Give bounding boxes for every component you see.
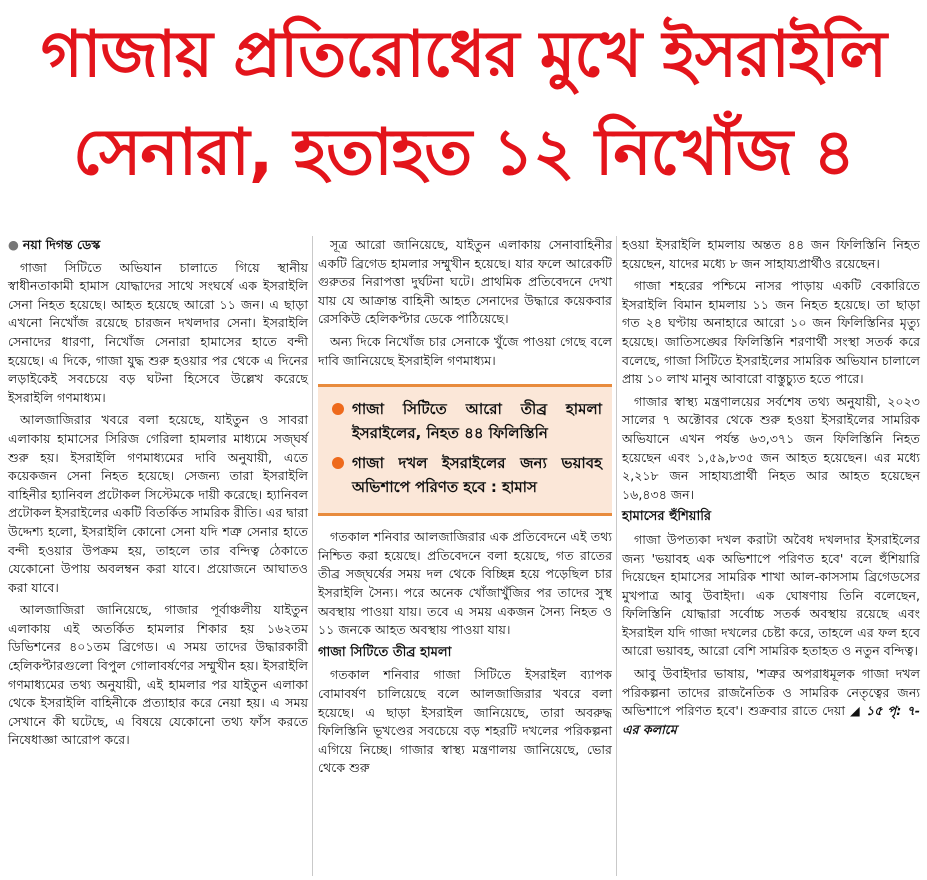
column-3: [622, 236, 920, 743]
column-divider: [312, 236, 313, 876]
paragraph: গাজা সিটিতে অভিযান চালাতে গিয়ে স্থানীয় স্বাধীনতাকামী হামাস যোদ্ধাদের সাথে সংঘর্ষে এক ইসরাইলি সেনা নিহত হয়েছে। আহত হয়েছে আরো ১১ জন। এ ছাড়া এখনো নিখোঁজ রয়েছে চারজন দখলদার সেনা। ইসরাইলি সেনাদের ধারণা, নিখোঁজ সেনারা হামাসের হাতে বন্দী হয়েছে। এ দিকে, গাজা যুদ্ধ শুরু হওয়ার পর থেকে এ দিনের লড়াইকেই সবচেয়ে বড় ঘটনা হিসেবে উল্লেখ করেছে ইসরাইলি গণমাধ্যম।: [8, 259, 308, 405]
column-divider: [616, 236, 617, 876]
paragraph: গতকাল শনিবার গাজা সিটিতে ইসরাইল ব্যাপক বোমাবর্ষণ চালিয়েছে বলে আলজাজিরার খবরে বলা হয়েছে। এ ছাড়া ইসরাইল জানিয়েছে, তারা অবরুদ্ধ ফিলিস্তিনি ভূখণ্ডের সবচেয়ে বড় শহরটি দখলের পরিকল্পনা এগিয়ে নিচ্ছে। গাজার স্বাস্থ্য মন্ত্রণালয় জানিয়েছে, ভোর থেকে শুরু: [318, 667, 612, 776]
headline: [0, 6, 927, 202]
paragraph: আলজাজিরার খবরে বলা হয়েছে, যাইতুন ও সাবরা এলাকায় হামাসের সিরিজ গেরিলা হামলার মাধ্যমে সজ্ঘর্ষ শুরু হয়। ইসরাইলি গণমাধ্যমের দাবি অনুযায়ী, এতে কয়েকজন সেনা নিহত হয়েছে। সেজন্য তারা ইসরাইলি বাহিনীর হ্যানিবল প্রটোকল সিস্টেমকে দায়ী করেছে। হ্যানিবল প্রটোকল ইসরাইলের একটি বিতর্কিত সামরিক রীতি। এর দ্বারা উদ্দেশ্য হলো, ইসরাইলি কোনো সেনা যদি শত্রু সেনার হাতে বন্দী হওয়ার উপক্রম হয়, তাহলে তার বন্দিত্ব ঠেকাতে যেকোনো উপায় অবলম্বন করা যাবে। প্রয়োজনে আঘাতও করা যাবে।: [8, 412, 308, 595]
continuation-note[interactable]: ◢ ১৫ পৃ: ৭-এর কলামে: [622, 703, 921, 737]
paragraph: হওয়া ইসরাইলি হামলায় অন্তত ৪৪ জন ফিলিস্তিনি নিহত হয়েছেন, যাদের মধ্যে ৮ জন সাহায্যপ্রার্থীও রয়েছেন।: [622, 237, 920, 271]
bullet-icon: ●: [8, 237, 19, 252]
byline: ● নয়া দিগন্ত ডেস্ক: [8, 237, 101, 252]
column-2: [318, 236, 612, 782]
subheading: হামাসের হুঁশিয়ারি: [622, 509, 712, 525]
highlight-item: গাজা দখল ইসরাইলের জন্য ভয়াবহ অভিশাপে পরিণত হবে : হামাস: [332, 451, 602, 499]
orange-bullet-icon: [332, 403, 344, 415]
paragraph: গাজার স্বাস্থ্য মন্ত্রণালয়ের সর্বশেষ তথ্য অনুযায়ী, ২০২৩ সালের ৭ অক্টোবর থেকে শুরু হওয়া ইসরাইলের সামরিক অভিযানে এখন পর্যন্ত ৬৩,৩৭১ জন ফিলিস্তিনি নিহত হয়েছেন এবং ১,৫৯,৮৩৫ জন আহত হয়েছেন। এর মধ্যে ২,২১৮ জন সাহায্যপ্রার্থী নিহত আর আহত হয়েছেন ১৬,৪৩৪ জন।: [622, 393, 920, 502]
paragraph: অন্য দিকে নিখোঁজ চার সেনাকে খুঁজে পাওয়া গেছে বলে দাবি জানিয়েছে ইসরাইলি গণমাধ্যম।: [318, 333, 612, 368]
paragraph: গতকাল শনিবার আলজাজিরার এক প্রতিবেদনে এই তথ্য নিশ্চিত করা হয়েছে। প্রতিবেদনে বলা হয়েছে, গত রাতের তীব্র সজ্ঘর্ষের সময় দল থেকে বিচ্ছিন্ন হয়ে পড়েছিল চার ইসরাইলি সৈন্য। পরে অনেক খোঁজাখুঁজির পর তাদের সুস্থ অবস্থায় পাওয়া যায়। তবে এ সময় একজন সৈন্য নিহত ও ১১ জনকে আহত অবস্থায় পাওয়া যায়।: [318, 529, 612, 638]
column-1: [8, 236, 308, 754]
headline-line-1: গাজায় প্রতিরোধের মুখে ইসরাইলি: [40, 18, 887, 92]
paragraph: সূত্র আরো জানিয়েছে, যাইতুন এলাকায় সেনাবাহিনীর একটি ব্রিগেড হামলার সম্মুখীন হয়েছে। যার ফলে আরেকটি গুরুতর নিরাপত্তা দুর্ঘটনা ঘটে। প্রাথমিক প্রতিবেদনে দেখা যায় যে আক্রান্ত বাহিনী আহত সেনাদের উদ্ধারে কয়েকবার রেসকিউ হেলিকপ্টার ডেকে পাঠিয়েছে।: [318, 237, 612, 327]
headline-line-2: সেনারা, হতাহত ১২ নিখোঁজ ৪: [73, 116, 854, 190]
highlight-item: গাজা সিটিতে আরো তীব্র হামলা ইসরাইলের, নিহত ৪৪ ফিলিস্তিনি: [332, 397, 602, 445]
highlight-box: [318, 384, 612, 516]
orange-bullet-icon: [332, 457, 344, 469]
paragraph: আবু উবাইদার ভাষায়, 'শত্রুর অপরাধমূলক গাজা দখল পরিকল্পনা তাদের রাজনৈতিক ও সামরিক নেতৃত্বের জন্য অভিশাপে পরিণত হবে'। শুক্রবার রাতে দেয়া ◢ ১৫ পৃ: ৭-এর কলামে: [622, 666, 921, 737]
paragraph: আলজাজিরা জানিয়েছে, গাজার পূর্বাঞ্চলীয় যাইতুন এলাকায় এই অতর্কিত হামলার শিকার হয় ১৬২তম ডিভিশনের ৪০১তম ব্রিগেড। এ সময় তাদের উদ্ধারকারী হেলিকপ্টারগুলো বিপুল গোলাবর্ষণের সম্মুখীন হয়। ইসরাইলি গণমাধ্যমের তথ্য অনুযায়ী, এই হামলার পর যাইতুন এলাকা থেকে ইসরাইলি বাহিনীকে প্রত্যাহার করে নেয়া হয়। এ সময় সেখানে কী ঘটেছে, এ বিষয়ে যেকোনো তথ্য ফাঁস করতে নিষেধাজ্ঞা আরোপ করে।: [8, 602, 308, 748]
subheading: গাজা সিটিতে তীব্র হামলা: [318, 644, 452, 660]
paragraph: গাজা শহরের পশ্চিমে নাসর পাড়ায় একটি বেকারিতে ইসরাইলি বিমান হামলায় ১১ জন নিহত হয়েছে। তা ছাড়া গত ২৪ ঘণ্টায় অনাহারে আরো ১০ জন ফিলিস্তিনির মৃত্যু হয়েছে। জাতিসঙ্ঘের ফিলিস্তিনি শরণার্থী সংস্থা সতর্ক করে বলেছে, গাজা সিটিতে ইসরাইলের সামরিক অভিযান চালালে প্রায় ১০ লাখ মানুষ আবারো বাস্তুচ্যুত হতে পারে।: [622, 278, 920, 387]
paragraph: গাজা উপত্যকা দখল করাটা অবৈধ দখলদার ইসরাইলের জন্য 'ভয়াবহ এক অভিশাপে পরিণত হবে' বলে হুঁশিয়ারি দিয়েছেন হামাসের সামরিক শাখা আল-কাসসাম ব্রিগেডসের মুখপাত্র আবু উবাইদা। এক ঘোষণায় তিনি বলেছেন, ফিলিস্তিনি যোদ্ধারা সর্বোচ্চ সতর্ক অবস্থায় রয়েছে এবং ইসরাইল যদি গাজা দখলের চেষ্টা করে, তাহলে এর ফল হবে আরো ভয়াবহ, আরো বেশি সামরিক হতাহত ও নতুন বন্দিত্ব।: [622, 531, 920, 659]
